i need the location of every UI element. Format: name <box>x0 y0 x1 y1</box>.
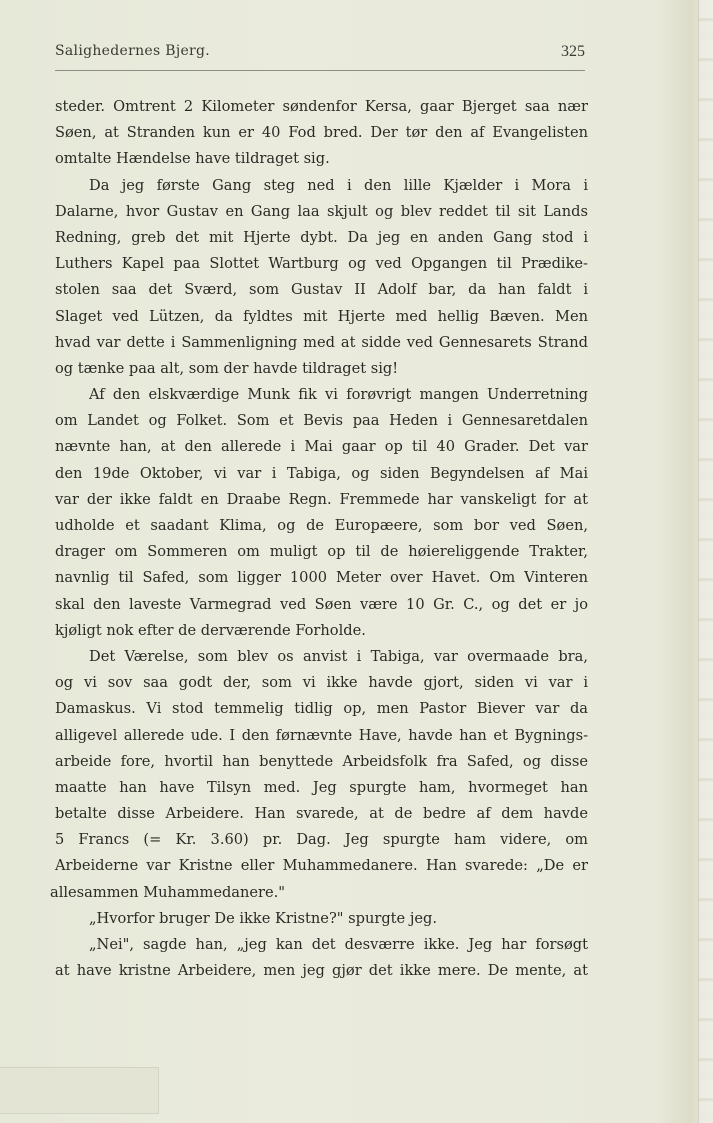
text-line: Det Værelse, som blev os anvist i Tabiga, var overmaade bra, <box>89 647 588 665</box>
body-text <box>50 94 588 984</box>
text-line: maatte han have Tilsyn med. Jeg spurgte ham, hvormeget han <box>55 778 588 796</box>
text-line: at have kristne Arbeidere, men jeg gjør det ikke mere. De mente, at <box>55 962 588 980</box>
text-line: Da jeg første Gang steg ned i den lille Kjælder i Mora i <box>89 176 588 194</box>
text-line: var der ikke faldt en Draabe Regn. Fremmede har vanskeligt for at <box>55 490 588 508</box>
text-line: arbeide fore, hvortil han benyttede Arbeidsfolk fra Safed, og disse <box>55 752 588 770</box>
text-line: skal den laveste Varmegrad ved Søen være 10 Gr. C., og det er jo <box>55 595 588 613</box>
text-line: Af den elskværdige Munk fik vi forøvrigt mangen Underretning <box>89 386 588 404</box>
text-line: hvad var dette i Sammenligning med at sidde ved Gennesarets Strand <box>55 333 588 351</box>
text-line: udholde et saadant Klima, og de Europæere, som bor ved Søen, <box>55 517 588 534</box>
text-line: allesammen Muhammedanere." <box>50 883 286 901</box>
text-line: „Hvorfor bruger De ikke Kristne?" spurgte jeg. <box>89 909 437 927</box>
running-head <box>55 43 585 65</box>
text-line: og tænke paa alt, som der havde tildraget sig! <box>55 359 399 377</box>
text-line: betalte disse Arbeidere. Han svarede, at de bedre af dem havde <box>55 805 588 823</box>
text-line: navnlig til Safed, som ligger 1000 Meter over Havet. Om Vinteren <box>55 569 588 587</box>
text-line: Redning, greb det mit Hjerte dybt. Da jeg en anden Gang stod i <box>55 228 588 246</box>
text-line: 5 Francs (= Kr. 3.60) pr. Dag. Jeg spurgte ham videre, om <box>55 831 588 849</box>
text-line: drager om Sommeren om muligt op til de høiereliggende Trakter, <box>55 543 588 561</box>
text-line: Damaskus. Vi stod temmelig tidlig op, men Pastor Biever var da <box>55 700 588 718</box>
page-edge-gutter <box>698 0 713 1123</box>
text-line: „Nei", sagde han, „jeg kan det desværre ikke. Jeg har forsøgt <box>89 936 588 953</box>
text-line: Dalarne, hvor Gustav en Gang laa skjult og blev reddet til sit Lands <box>55 202 588 220</box>
text-line: Arbeiderne var Kristne eller Muhammedanere. Han svarede: „De er <box>55 857 588 875</box>
header-rule <box>55 70 585 71</box>
text-line: stolen saa det Sværd, som Gustav II Adolf bar, da han faldt i <box>55 281 588 299</box>
text-line: steder. Omtrent 2 Kilometer søndenfor Kersa, gaar Bjerget saa nær <box>55 98 588 115</box>
text-line: nævnte han, at den allerede i Mai gaar op til 40 Grader. Det var <box>55 438 588 456</box>
text-line: Søen, at Stranden kun er 40 Fod bred. Der tør den af Evangelisten <box>55 124 588 142</box>
text-line: og vi sov saa godt der, som vi ikke havde gjort, siden vi var i <box>55 674 588 692</box>
library-stamp-box <box>0 1067 159 1114</box>
text-line: om Landet og Folket. Som et Bevis paa Heden i Gennesaretdalen <box>55 412 588 430</box>
page-number: 325 <box>561 43 585 60</box>
text-line: alligevel allerede ude. I den førnævnte Have, havde han et Bygnings- <box>55 726 588 744</box>
running-title: Salighedernes Bjerg. <box>55 43 211 59</box>
text-line: den 19de Oktober, vi var i Tabiga, og siden Begyndelsen af Mai <box>55 464 588 482</box>
text-line: kjøligt nok efter de derværende Forholde. <box>55 621 366 639</box>
text-line: omtalte Hændelse have tildraget sig. <box>55 150 330 168</box>
text-line: Slaget ved Lützen, da fyldtes mit Hjerte med hellig Bæven. Men <box>55 307 588 325</box>
text-line: Luthers Kapel paa Slottet Wartburg og ved Opgangen til Prædike- <box>55 255 588 273</box>
